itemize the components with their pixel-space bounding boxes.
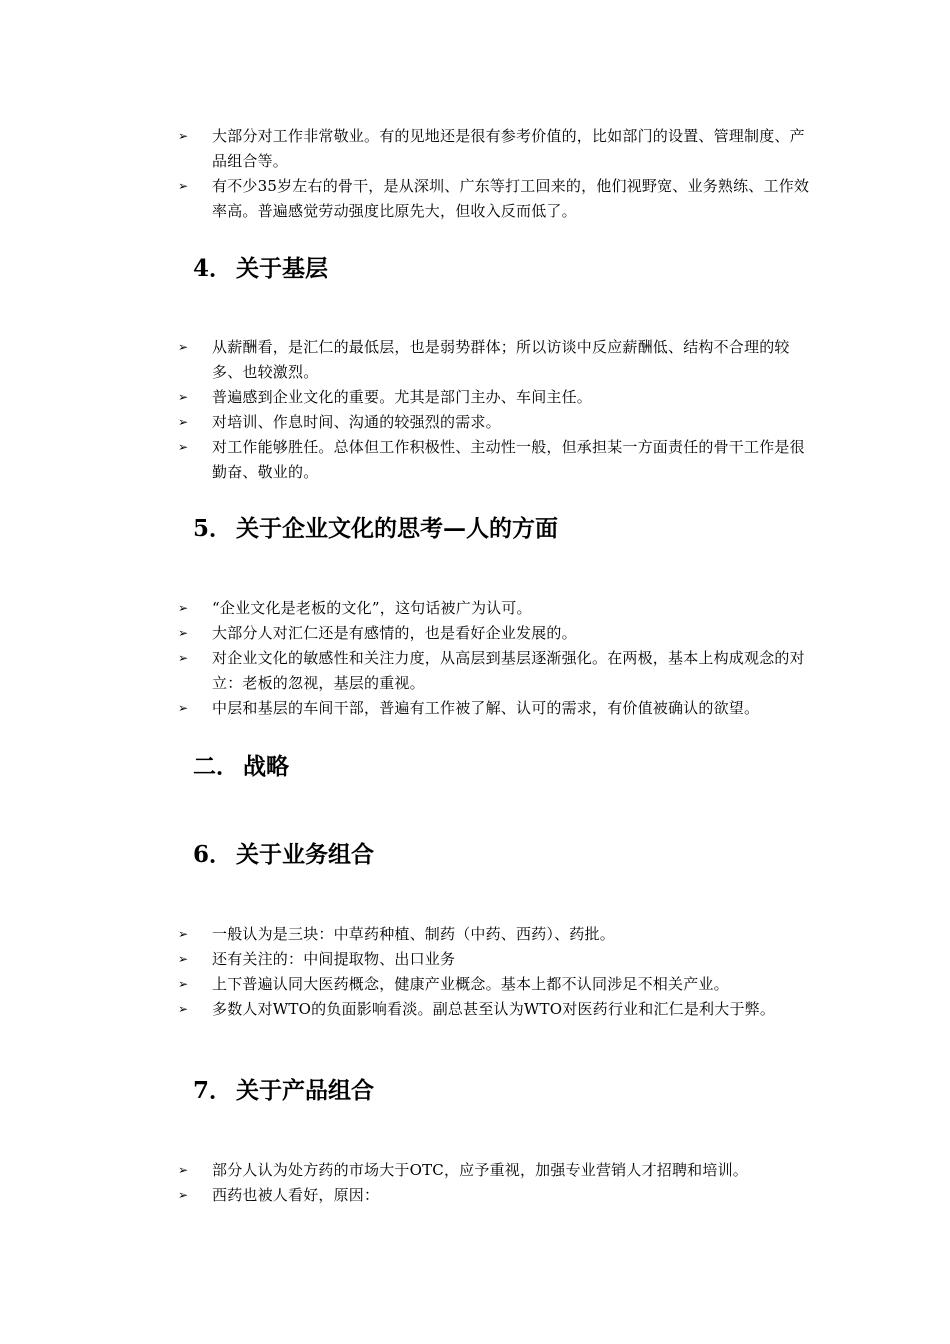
list-item-text: 大部分对工作非常敬业。有的见地还是很有参考价值的，比如部门的设置、管理制度、产品组合等。 <box>212 127 805 170</box>
list-item <box>178 922 810 947</box>
list-item-text: 还有关注的：中间提取物、出口业务 <box>212 950 456 968</box>
list-item-text: 部分人认为处方药的市场大于OTC，应予重视，加强专业营销人才招聘和培训。 <box>212 1161 748 1179</box>
list-item <box>178 997 810 1022</box>
list-item <box>178 621 810 646</box>
section-6-bullet-list <box>178 922 810 1022</box>
arrow-bullet-icon: ➢ <box>178 340 189 354</box>
section-heading-4 <box>193 254 328 284</box>
list-item-text: 西药也被人看好，原因： <box>212 1186 380 1204</box>
list-item <box>178 335 810 385</box>
list-item <box>178 385 810 410</box>
arrow-bullet-icon: ➢ <box>178 129 189 143</box>
section-heading-5 <box>193 514 558 544</box>
section-4-bullet-list <box>178 335 810 485</box>
list-item-text: 对企业文化的敏感性和关注力度，从高层到基层逐渐强化。在两极，基本上构成观念的对立：老板的忽视，基层的重视。 <box>212 649 805 692</box>
list-item <box>178 696 810 721</box>
list-item <box>178 646 810 696</box>
arrow-bullet-icon: ➢ <box>178 1163 189 1177</box>
section-number: 6． <box>193 841 233 868</box>
arrow-bullet-icon: ➢ <box>178 601 189 615</box>
arrow-bullet-icon: ➢ <box>178 415 189 429</box>
section-heading-7 <box>193 1076 374 1106</box>
list-item-text: 一般认为是三块：中草药种植、制药（中药、西药）、药批。 <box>212 925 615 943</box>
arrow-bullet-icon: ➢ <box>178 390 189 404</box>
section-heading-6 <box>193 840 374 870</box>
section-number: 二． <box>193 753 239 780</box>
list-item <box>178 947 810 972</box>
list-item <box>178 596 810 621</box>
list-item-text: 有不少35岁左右的骨干，是从深圳、广东等打工回来的，他们视野宽、业务熟练、工作效率高。普遍感觉劳动强度比原先大，但收入反而低了。 <box>212 177 810 220</box>
list-item-text: 对培训、作息时间、沟通的较强烈的需求。 <box>212 413 501 431</box>
section-title: 关于产品组合 <box>236 1077 375 1104</box>
section-title: 战略 <box>243 753 289 780</box>
arrow-bullet-icon: ➢ <box>178 701 189 715</box>
arrow-bullet-icon: ➢ <box>178 651 189 665</box>
section-7-bullet-list <box>178 1158 810 1208</box>
list-item-text: “企业文化是老板的文化”，这句话被广为认可。 <box>212 599 532 617</box>
list-item <box>178 124 810 174</box>
list-item-text: 上下普遍认同大医药概念，健康产业概念。基本上都不认同涉足不相关产业。 <box>212 975 729 993</box>
intro-bullet-list <box>178 124 810 224</box>
arrow-bullet-icon: ➢ <box>178 179 189 193</box>
arrow-bullet-icon: ➢ <box>178 977 189 991</box>
list-item-text: 中层和基层的车间干部，普遍有工作被了解、认可的需求，有价值被确认的欲望。 <box>212 699 760 717</box>
list-item <box>178 1183 810 1208</box>
list-item-text: 从薪酬看，是汇仁的最低层，也是弱势群体；所以访谈中反应薪酬低、结构不合理的较多、也较激烈。 <box>212 338 790 381</box>
list-item <box>178 972 810 997</box>
section-number: 4． <box>193 255 233 282</box>
arrow-bullet-icon: ➢ <box>178 952 189 966</box>
list-item-text: 普遍感到企业文化的重要。尤其是部门主办、车间主任。 <box>212 388 593 406</box>
arrow-bullet-icon: ➢ <box>178 626 189 640</box>
list-item <box>178 1158 810 1183</box>
section-title: 关于业务组合 <box>236 841 375 868</box>
section-number: 5． <box>193 515 233 542</box>
list-item <box>178 410 810 435</box>
section-title: 关于企业文化的思考—人的方面 <box>236 515 559 542</box>
section-number: 7． <box>193 1077 233 1104</box>
list-item <box>178 174 810 224</box>
arrow-bullet-icon: ➢ <box>178 1002 189 1016</box>
section-heading-strategy <box>193 752 289 782</box>
arrow-bullet-icon: ➢ <box>178 927 189 941</box>
list-item-text: 大部分人对汇仁还是有感情的，也是看好企业发展的。 <box>212 624 577 642</box>
list-item-text: 对工作能够胜任。总体但工作积极性、主动性一般，但承担某一方面责任的骨干工作是很勤奋、敬业的。 <box>212 438 805 481</box>
arrow-bullet-icon: ➢ <box>178 1188 189 1202</box>
list-item <box>178 435 810 485</box>
list-item-text: 多数人对WTO的负面影响看淡。副总甚至认为WTO对医药行业和汇仁是利大于弊。 <box>212 1000 776 1018</box>
section-title: 关于基层 <box>236 255 329 282</box>
arrow-bullet-icon: ➢ <box>178 440 189 454</box>
section-5-bullet-list <box>178 596 810 721</box>
